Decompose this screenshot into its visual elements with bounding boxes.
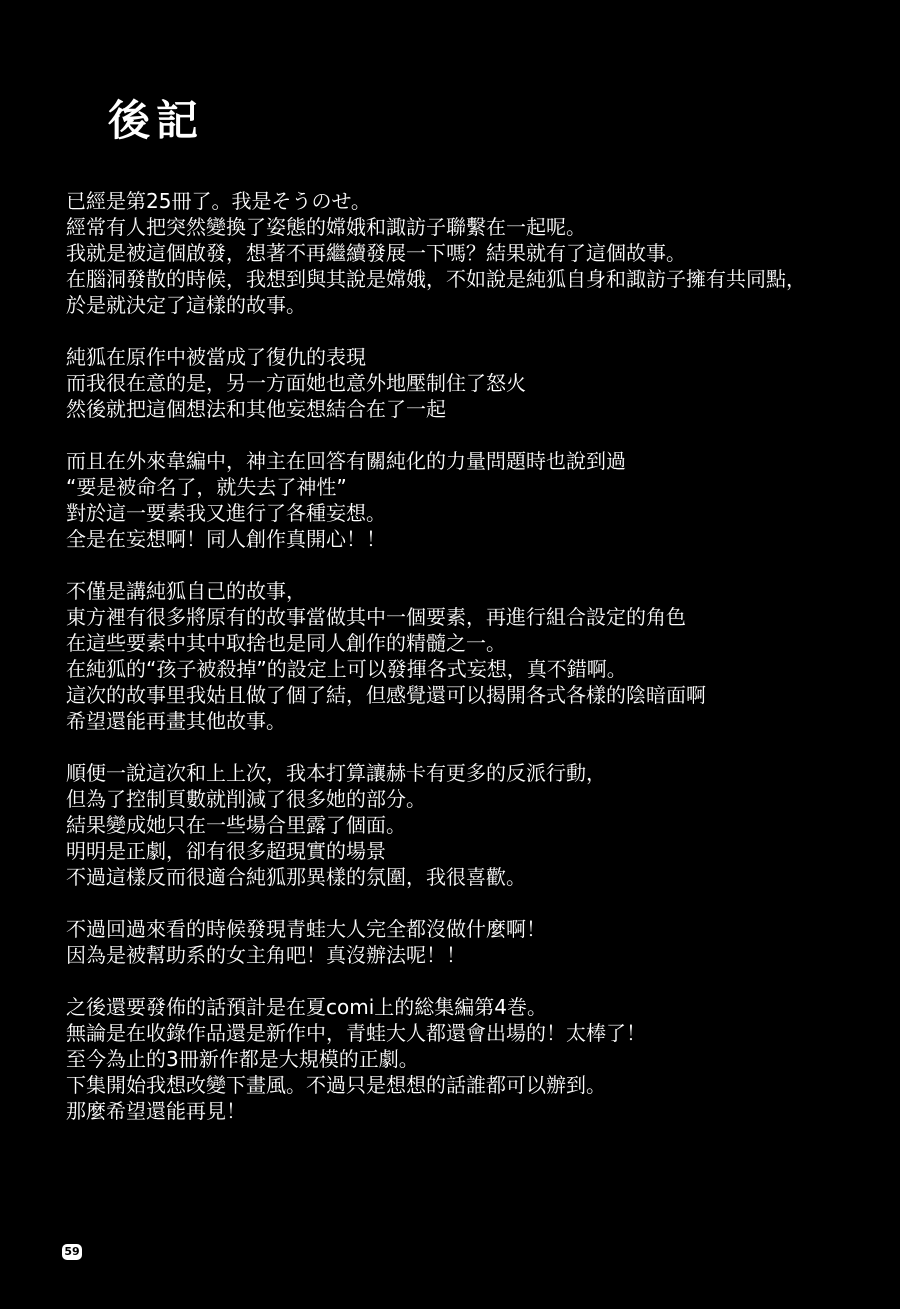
text-line: 我就是被這個啟發，想著不再繼續發展一下嗎？結果就有了這個故事。 <box>66 241 686 265</box>
text-line: 不過回過來看的時候發現青蛙大人完全都沒做什麼啊！ <box>66 917 546 941</box>
text-line: 於是就決定了這樣的故事。 <box>66 293 306 317</box>
text-line: 順便一說這次和上上次，我本打算讓赫卡有更多的反派行動， <box>66 761 606 785</box>
text-line: 在腦洞發散的時候，我想到與其說是嫦娥，不如說是純狐自身和諏訪子擁有共同點， <box>66 267 806 291</box>
text-line: 這次的故事里我姑且做了個了結，但感覺還可以揭開各式各樣的陰暗面啊 <box>66 683 706 707</box>
text-line: 對於這一要素我又進行了各種妄想。 <box>66 501 386 525</box>
text-line: 東方裡有很多將原有的故事當做其中一個要素，再進行組合設定的角色 <box>66 605 686 629</box>
paragraph <box>66 578 886 734</box>
text-line: 不僅是講純狐自己的故事， <box>66 579 306 603</box>
paragraph <box>66 994 886 1124</box>
text-line: 經常有人把突然變換了姿態的嫦娥和諏訪子聯繫在一起呢。 <box>66 215 586 239</box>
text-line: 純狐在原作中被當成了復仇的表現 <box>66 345 366 369</box>
page-number-badge: 59 <box>62 1244 82 1260</box>
text-line: 在純狐的“孩子被殺掉”的設定上可以發揮各式妄想，真不錯啊。 <box>66 657 627 681</box>
text-line: 已經是第25冊了。我是そうのせ。 <box>66 189 371 213</box>
paragraph <box>66 344 886 422</box>
paragraph <box>66 760 886 890</box>
text-line: 結果變成她只在一些場合里露了個面。 <box>66 813 406 837</box>
text-line: 無論是在收錄作品還是新作中，青蛙大人都還會出場的！太棒了！ <box>66 1021 646 1045</box>
text-line: “要是被命名了，就失去了神性” <box>66 475 347 499</box>
text-line: 但為了控制頁數就削減了很多她的部分。 <box>66 787 426 811</box>
text-line: 全是在妄想啊！同人創作真開心！！ <box>66 527 386 551</box>
paragraph <box>66 188 886 318</box>
text-line: 那麼希望還能再見！ <box>66 1099 246 1123</box>
text-line: 在這些要素中其中取捨也是同人創作的精髓之一。 <box>66 631 506 655</box>
text-line: 下集開始我想改變下畫風。不過只是想想的話誰都可以辦到。 <box>66 1073 606 1097</box>
text-line: 而且在外來韋編中，神主在回答有關純化的力量問題時也說到過 <box>66 449 626 473</box>
text-line: 明明是正劇，卻有很多超現實的場景 <box>66 839 386 863</box>
text-line: 之後還要發佈的話預計是在夏comi上的総集編第4巻。 <box>66 995 547 1019</box>
text-line: 希望還能再畫其他故事。 <box>66 709 286 733</box>
text-line: 而我很在意的是，另一方面她也意外地壓制住了怒火 <box>66 371 526 395</box>
page-title: 後記 <box>108 96 205 145</box>
paragraph <box>66 448 886 552</box>
afterword-body <box>66 188 886 1150</box>
paragraph <box>66 916 886 968</box>
text-line: 至今為止的3冊新作都是大規模的正劇。 <box>66 1047 419 1071</box>
text-line: 然後就把這個想法和其他妄想結合在了一起 <box>66 397 446 421</box>
text-line: 因為是被幫助系的女主角吧！真沒辦法呢！！ <box>66 943 466 967</box>
text-line: 不過這樣反而很適合純狐那異樣的氛圍，我很喜歡。 <box>66 865 526 889</box>
